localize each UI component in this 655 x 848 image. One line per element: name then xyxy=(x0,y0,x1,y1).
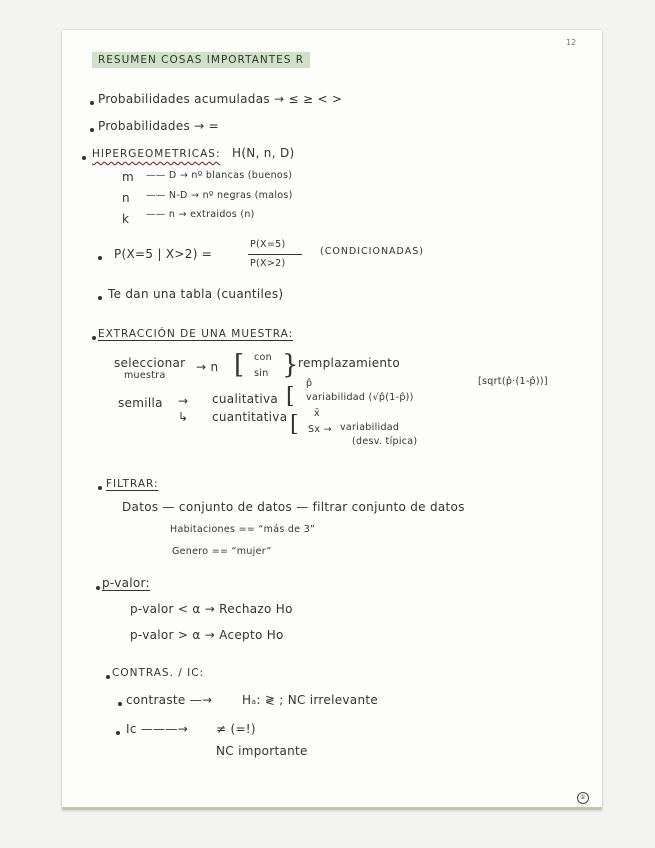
cond-numerator: P(X=5) xyxy=(250,239,286,250)
cond-denominator: P(X>2) xyxy=(250,258,286,269)
filtro-genero: Genero == “mujer” xyxy=(172,546,272,557)
ic-neq: ≠ (=!) xyxy=(216,722,256,736)
bullet xyxy=(82,156,86,160)
hiper-label: HIPERGEOMETRICAS: xyxy=(92,148,221,160)
fraction-bar xyxy=(248,254,302,255)
filtro-habitaciones: Habitaciones == “más de 3” xyxy=(170,524,316,535)
x-bar: x̄ xyxy=(314,408,320,419)
hiper-k: k xyxy=(122,212,130,226)
right-brace-icon: } xyxy=(282,350,299,380)
bullet xyxy=(116,731,120,735)
variabilidad-cuantitativa: variabilidad xyxy=(340,422,400,433)
bullet xyxy=(106,675,110,679)
bullet xyxy=(90,101,94,105)
sx-arrow: Sx → xyxy=(308,424,332,435)
hiper-n-def: —— N-D → nº negras (malos) xyxy=(146,190,293,201)
extraccion-label: EXTRACCIÓN DE UNA MUESTRA: xyxy=(98,328,294,340)
pvalor-acepto: p-valor > α → Acepto Ho xyxy=(130,628,284,642)
bullet xyxy=(92,336,96,340)
corner-arrow-icon: ↳ xyxy=(178,410,189,424)
hiper-formula: H(N, n, D) xyxy=(232,146,295,160)
bullet xyxy=(118,702,122,706)
left-bracket-icon: [ xyxy=(234,350,245,380)
bullet xyxy=(96,586,100,590)
pvalor-rechazo: p-valor < α → Rechazo Ho xyxy=(130,602,293,616)
desv-tipica: (desv. típica) xyxy=(352,436,418,447)
corner-circle-mark: ① xyxy=(577,792,589,804)
contraste: contraste —→ xyxy=(126,693,213,707)
option-con: con xyxy=(254,352,272,363)
cond-note: (CONDICIONADAS) xyxy=(320,246,424,257)
page-title: RESUMEN COSAS IMPORTANTES R xyxy=(92,52,310,68)
left-bracket-icon: [ xyxy=(290,412,299,437)
nc-importante: NC importante xyxy=(216,744,308,758)
cond-lhs: P(X=5 | X>2) = xyxy=(114,247,213,261)
semilla: semilla xyxy=(118,396,163,410)
bullet xyxy=(98,486,102,490)
filtrar-def: Datos — conjunto de datos — filtrar conjunto de datos xyxy=(122,500,465,514)
cuantitativa: cuantitativa xyxy=(212,410,288,424)
page-number: 12 xyxy=(566,38,577,47)
page-bottom-edge xyxy=(62,807,602,810)
variabilidad-cualitativa: variabilidad (√p̂(1-p̂)) xyxy=(306,392,414,403)
hiper-n: n xyxy=(122,191,130,205)
ic: Ic ———→ xyxy=(126,722,189,736)
seleccionar-arrow: → n xyxy=(196,360,219,374)
cualitativa: cualitativa xyxy=(212,392,279,406)
sqrt-code: [sqrt(p̂·(1-p̂))] xyxy=(478,376,548,387)
note-prob: Probabilidades → = xyxy=(98,119,219,133)
note-prob-acum: Probabilidades acumuladas → ≤ ≥ < > xyxy=(98,92,343,106)
bullet xyxy=(98,256,102,260)
arrow-icon: → xyxy=(178,394,189,408)
hiper-m: m xyxy=(122,170,134,184)
reemplazamiento: remplazamiento xyxy=(298,356,400,370)
p-hat: p̂ xyxy=(306,378,313,389)
bullet xyxy=(98,296,102,300)
seleccionar-line2: muestra xyxy=(124,370,166,381)
option-sin: sin xyxy=(254,368,269,379)
ha-hypothesis: Hₐ: ≷ ; NC irrelevante xyxy=(242,693,379,707)
left-bracket-icon: [ xyxy=(286,384,295,409)
hiper-m-def: —— D → nº blancas (buenos) xyxy=(146,170,293,181)
pvalor-label: p-valor: xyxy=(102,576,150,590)
filtrar-label: FILTRAR: xyxy=(106,478,159,490)
hiper-k-def: —— n → extraidos (n) xyxy=(146,209,255,220)
contras-label: CONTRAS. / IC: xyxy=(112,667,205,679)
seleccionar-line1: seleccionar xyxy=(114,356,186,370)
note-tabla: Te dan una tabla (cuantiles) xyxy=(108,287,284,301)
bullet xyxy=(90,128,94,132)
